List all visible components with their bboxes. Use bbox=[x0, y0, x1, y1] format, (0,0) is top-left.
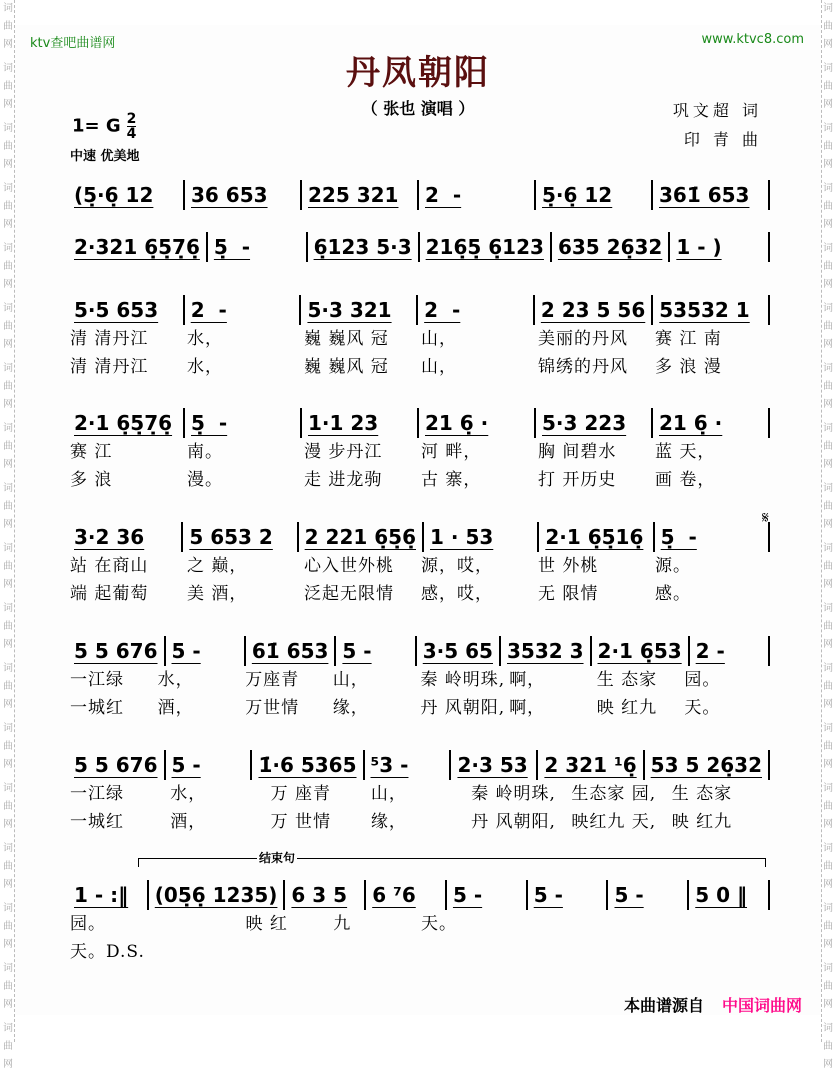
lyric-segment: 生 态家 bbox=[671, 784, 733, 804]
measure-notes: 5̣ - bbox=[660, 525, 697, 549]
measure bbox=[166, 636, 246, 666]
lyric-segment: 蓝 天， bbox=[655, 442, 716, 462]
measure bbox=[302, 180, 419, 210]
lyrics-verse-1 bbox=[68, 325, 770, 353]
watermark-text: 词 曲 网 bbox=[3, 63, 13, 110]
score-line bbox=[68, 295, 770, 381]
lyric-segment: 巍 巍风 冠 bbox=[304, 357, 389, 377]
lyrics-verse-1 bbox=[68, 438, 770, 466]
measure-notes: 53532 1 bbox=[659, 298, 750, 322]
measure-notes: 225 321 bbox=[308, 183, 399, 207]
measure bbox=[336, 636, 416, 666]
lyric-segment: 映 红九 bbox=[596, 698, 658, 718]
watermark-text: 词 曲 网 bbox=[3, 1023, 13, 1070]
measure bbox=[536, 180, 653, 210]
watermark-text: 词 曲 网 bbox=[823, 303, 833, 350]
site-name-left[interactable]: ktv查吧曲谱网 bbox=[30, 36, 116, 51]
lyric-segment: 端 起葡萄 bbox=[70, 584, 149, 604]
measure bbox=[670, 232, 770, 262]
measure bbox=[166, 750, 253, 780]
lyric-segment: 天。 bbox=[684, 698, 721, 718]
measure bbox=[208, 232, 308, 262]
lyric-segment: 万 世情 bbox=[270, 812, 331, 832]
credits bbox=[673, 96, 762, 154]
measure-notes: 3532 3 bbox=[506, 639, 584, 663]
measure bbox=[246, 636, 337, 666]
source-footer bbox=[624, 993, 802, 1016]
measure bbox=[645, 750, 770, 780]
measure-notes: 5·3 321 bbox=[307, 298, 392, 322]
measure-notes: 5·3 223 bbox=[542, 411, 627, 435]
lyric-segment: 水， bbox=[187, 357, 223, 377]
watermark-text: 词 曲 网 bbox=[823, 843, 833, 890]
time-top: 2 bbox=[126, 111, 137, 127]
watermark-text: 词 曲 网 bbox=[3, 663, 13, 710]
time-signature bbox=[127, 112, 137, 141]
measure bbox=[538, 750, 644, 780]
lyric-segment: 赛 江 南 bbox=[655, 329, 722, 349]
measure bbox=[301, 295, 418, 325]
lyric-segment: 一城红 bbox=[70, 812, 124, 832]
measure-notes: 5 - bbox=[171, 639, 201, 663]
key-signature bbox=[72, 112, 136, 141]
lyric-segment: 感，哎， bbox=[421, 584, 493, 604]
measure-notes: 5 - bbox=[614, 883, 644, 907]
lyric-segment: 天。 bbox=[421, 914, 457, 934]
measure-notes: 635 26̣32 bbox=[557, 235, 663, 259]
lyric-segment: 水， bbox=[157, 670, 194, 690]
measure-notes: 2 - bbox=[190, 298, 227, 322]
measure-notes: (05̣6̣ 1235) bbox=[154, 883, 278, 907]
measure-notes: 2 321 ¹6̣ bbox=[544, 753, 637, 777]
measure-notes: 1̇·6 5365 bbox=[258, 753, 357, 777]
lyric-segment: 一江绿 bbox=[70, 670, 124, 690]
measure-notes: 2 - bbox=[425, 183, 462, 207]
lyric-segment: 酒， bbox=[170, 812, 207, 832]
watermark-text: 词 曲 网 bbox=[823, 3, 833, 50]
lyric-segment bbox=[419, 938, 507, 966]
measure-notes: 361̇ 653 bbox=[659, 183, 750, 207]
measure bbox=[536, 408, 653, 438]
lyric-segment bbox=[244, 938, 332, 966]
lyric-segment: 美 酒， bbox=[187, 584, 248, 604]
lyric-segment: 一城红 bbox=[70, 698, 124, 718]
measure-notes: 1 · 53 bbox=[430, 525, 494, 549]
ending-bracket bbox=[138, 851, 766, 867]
lyric-segment: 园。 bbox=[70, 914, 106, 934]
measure-notes: 36 653 bbox=[191, 183, 268, 207]
lyric-segment: 丹 风朝阳, bbox=[420, 698, 506, 718]
watermark-text: 词 曲 网 bbox=[3, 783, 13, 830]
lyric-segment: 古 寨， bbox=[421, 470, 482, 490]
measure bbox=[183, 522, 298, 552]
lyric-segment: 南。 bbox=[187, 442, 223, 462]
lyric-segment: 山， bbox=[421, 357, 457, 377]
measure-notes: 2·1 6̣5̣7̣6̣ bbox=[74, 411, 173, 435]
lyric-segment: 心入世外桃 bbox=[304, 556, 394, 576]
measure-notes: 5 - bbox=[171, 753, 201, 777]
lyric-segment: 生 态家 bbox=[596, 670, 658, 690]
watermark-text: 词 曲 网 bbox=[823, 543, 833, 590]
lyric-segment: 九 bbox=[333, 914, 352, 934]
watermark-text: 词 曲 网 bbox=[823, 963, 833, 1010]
lyric-segment: 感。 bbox=[655, 584, 691, 604]
lyric-segment: 源，哎， bbox=[421, 556, 493, 576]
lyrics-verse-2 bbox=[68, 580, 770, 608]
watermark-text: 词 曲 网 bbox=[3, 963, 13, 1010]
measure-notes: 5 - bbox=[533, 883, 563, 907]
score-line bbox=[68, 232, 770, 262]
measure bbox=[419, 180, 536, 210]
lyric-segment: 河 畔， bbox=[421, 442, 482, 462]
measure-notes: 2·3 53 bbox=[457, 753, 528, 777]
watermark-text: 词 曲 网 bbox=[3, 363, 13, 410]
lyric-segment: 园。 bbox=[684, 670, 721, 690]
measure bbox=[419, 408, 536, 438]
lyric-segment bbox=[156, 938, 244, 966]
measure-notes: 1·1 23 bbox=[308, 411, 379, 435]
lyric-segment: 漫。 bbox=[187, 470, 223, 490]
lyric-segment: 清 清丹江 bbox=[70, 357, 149, 377]
lyric-segment bbox=[595, 910, 683, 938]
measure bbox=[690, 636, 770, 666]
watermark-text: 词 曲 网 bbox=[823, 783, 833, 830]
measure-notes: 5 5 676 bbox=[74, 639, 158, 663]
lyrics-verse-2 bbox=[68, 808, 770, 836]
lyric-segment bbox=[331, 938, 419, 966]
measure bbox=[592, 636, 690, 666]
watermark-text: 词 曲 网 bbox=[823, 123, 833, 170]
measure-notes: 3·5 65 bbox=[422, 639, 493, 663]
lyric-segment bbox=[507, 938, 595, 966]
measure bbox=[185, 180, 302, 210]
song-title: 丹凤朝阳 bbox=[346, 53, 490, 93]
key: 1= G bbox=[72, 115, 121, 137]
site-url-right[interactable]: www.ktvc8.com bbox=[701, 32, 804, 47]
measure bbox=[535, 295, 653, 325]
measure bbox=[68, 522, 183, 552]
measure-notes: 21 6̣ · bbox=[659, 411, 723, 435]
footer-source-link[interactable]: 中国词曲网 bbox=[721, 996, 802, 1015]
watermark-text: 词 曲 网 bbox=[3, 243, 13, 290]
footer-prefix: 本曲谱源自 bbox=[623, 996, 704, 1015]
lyric-segment: 画 卷， bbox=[655, 470, 716, 490]
lyric-segment: 一江绿 bbox=[70, 784, 124, 804]
measure bbox=[653, 408, 770, 438]
score-line bbox=[68, 408, 770, 494]
measure bbox=[308, 232, 420, 262]
measure bbox=[302, 408, 419, 438]
measure-notes: 2 - bbox=[424, 298, 461, 322]
lyrics-verse-2 bbox=[68, 466, 770, 494]
singer: （ 张也 演唱 ） bbox=[361, 99, 475, 118]
lyric-segment: 秦 岭明珠, bbox=[420, 670, 506, 690]
lyrics-verse-1 bbox=[68, 780, 770, 808]
lyrics-verse-1 bbox=[68, 910, 770, 938]
lyric-segment: 打 开历史 bbox=[538, 470, 617, 490]
measure-notes: 5̣ - bbox=[191, 411, 228, 435]
lyric-segment: 清 清丹江 bbox=[70, 329, 149, 349]
measure-notes: 61̇ 653 bbox=[251, 639, 329, 663]
lyric-segment: 秦 岭明珠, bbox=[471, 784, 556, 804]
measure-notes: 5 - bbox=[452, 883, 483, 907]
lyric-segment: 漫 步丹江 bbox=[304, 442, 383, 462]
lyricist: 巩文超 词 bbox=[672, 101, 762, 120]
watermark-text: 词 曲 网 bbox=[3, 423, 13, 470]
score-line bbox=[68, 636, 770, 722]
lyric-segment: 万 座青 bbox=[270, 784, 331, 804]
lyric-segment: 生态家 园, bbox=[571, 784, 657, 804]
watermark-text: 词 曲 网 bbox=[823, 903, 833, 950]
score-line bbox=[68, 750, 770, 836]
lyric-segment: 之 巅， bbox=[187, 556, 248, 576]
measure-notes: 5̣ - bbox=[213, 235, 251, 259]
lyric-segment: 缘， bbox=[370, 812, 407, 832]
lyric-segment: 源。 bbox=[655, 556, 691, 576]
lyric-segment: 无 限情 bbox=[538, 584, 599, 604]
lyric-segment: 水， bbox=[187, 329, 223, 349]
segno-sign: 𝄋 bbox=[762, 508, 769, 527]
measure-notes: 1 - ) bbox=[676, 235, 722, 259]
measure bbox=[417, 636, 501, 666]
measure-notes: 5·5 653 bbox=[74, 298, 159, 322]
composer: 印 青 曲 bbox=[683, 130, 762, 149]
lyric-segment: 站 在商山 bbox=[70, 556, 149, 576]
measure-notes: 6 ⁷6 bbox=[372, 883, 416, 907]
measure-notes: 2 221 6̣5̣6̣ bbox=[304, 525, 416, 549]
measure bbox=[299, 522, 424, 552]
lyric-segment: 胸 间碧水 bbox=[538, 442, 617, 462]
watermark-text: 词 曲 网 bbox=[3, 183, 13, 230]
time-bottom: 4 bbox=[126, 126, 137, 142]
lyric-segment: 万座青 bbox=[245, 670, 300, 690]
measure-notes: (5̣·6̣ 12 bbox=[74, 183, 154, 207]
measure bbox=[149, 880, 286, 910]
lyrics-verse-2 bbox=[68, 353, 770, 381]
lyrics-verse-2 bbox=[68, 938, 770, 966]
measure-notes: 5 - bbox=[342, 639, 372, 663]
measure bbox=[68, 636, 166, 666]
measure-notes: 2·1 6̣5̣16̣ bbox=[545, 525, 644, 549]
lyric-segment: 山， bbox=[421, 329, 457, 349]
measure bbox=[252, 750, 364, 780]
lyric-segment: 映红九 天, bbox=[571, 812, 657, 832]
measure-notes: 53 5 26̣32 bbox=[650, 753, 762, 777]
lyric-segment: 走 进龙驹 bbox=[304, 470, 383, 490]
lyric-segment: 水， bbox=[170, 784, 207, 804]
measure-notes: 5 653 2 bbox=[189, 525, 273, 549]
lyric-segment: 锦绣的丹风 bbox=[538, 357, 628, 377]
lyric-segment: 赛 江 bbox=[70, 442, 113, 462]
lyric-segment: 映 红九 bbox=[671, 812, 733, 832]
measure-notes: 5 0 ‖ bbox=[695, 883, 748, 907]
measure bbox=[68, 295, 185, 325]
watermark-text: 词 曲 网 bbox=[3, 303, 13, 350]
lyric-segment: 丹 风朝阳, bbox=[471, 812, 556, 832]
measure bbox=[451, 750, 538, 780]
watermark-text: 词 曲 网 bbox=[823, 1023, 833, 1070]
lyric-segment: 泛起无限情 bbox=[304, 584, 394, 604]
lyric-segment: 万世情 bbox=[245, 698, 300, 718]
measure bbox=[365, 750, 452, 780]
lyric-segment bbox=[682, 938, 770, 966]
measure-notes: 3·2 36 bbox=[74, 525, 145, 549]
measure-notes: 2 - bbox=[695, 639, 725, 663]
lyric-segment: 山， bbox=[332, 670, 369, 690]
measure bbox=[366, 880, 447, 910]
measure-notes: 2·321 6̣5̣7̣6̣ bbox=[74, 235, 200, 259]
measure-notes: 5 5 676 bbox=[74, 753, 158, 777]
measure-notes: 216̣5̣ 6̣123 bbox=[425, 235, 544, 259]
watermark-text: 词 曲 网 bbox=[3, 3, 13, 50]
measure bbox=[68, 408, 185, 438]
watermark-text: 词 曲 网 bbox=[823, 363, 833, 410]
lyric-segment: 美丽的丹风 bbox=[538, 329, 628, 349]
watermark-text: 词 曲 网 bbox=[823, 663, 833, 710]
score-line bbox=[68, 522, 770, 608]
lyric-segment: 酒， bbox=[157, 698, 194, 718]
lyric-segment: 映 红 bbox=[245, 914, 288, 934]
lyric-segment bbox=[682, 910, 770, 938]
lyric-segment: 世 外桃 bbox=[538, 556, 599, 576]
lyric-segment: 缘， bbox=[332, 698, 369, 718]
measure bbox=[539, 522, 654, 552]
watermark-text: 词 曲 网 bbox=[823, 183, 833, 230]
measure bbox=[285, 880, 366, 910]
measure bbox=[552, 232, 670, 262]
score-line bbox=[68, 880, 770, 966]
lyrics-verse-1 bbox=[68, 666, 770, 694]
measure bbox=[655, 522, 770, 552]
measure bbox=[418, 295, 535, 325]
measure-notes: 2·1 6̣53 bbox=[597, 639, 682, 663]
lyric-segment bbox=[507, 910, 595, 938]
watermark-text: 词 曲 网 bbox=[3, 123, 13, 170]
measure bbox=[653, 180, 770, 210]
watermark-text: 词 曲 网 bbox=[823, 423, 833, 470]
lyrics-verse-1 bbox=[68, 552, 770, 580]
measure bbox=[528, 880, 609, 910]
watermark-text: 词 曲 网 bbox=[3, 603, 13, 650]
measure bbox=[68, 180, 185, 210]
measure bbox=[608, 880, 689, 910]
measure-notes: 6 3 5 bbox=[291, 883, 348, 907]
measure bbox=[185, 408, 302, 438]
lyric-segment: 天。D.S. bbox=[70, 942, 145, 962]
measure-notes: 21 6̣ · bbox=[425, 411, 489, 435]
watermark-text: 词 曲 网 bbox=[823, 603, 833, 650]
measure bbox=[424, 522, 539, 552]
lyric-segment: 多 浪 漫 bbox=[655, 357, 722, 377]
measure-notes: 5̣·6̣ 12 bbox=[542, 183, 613, 207]
measure bbox=[68, 750, 166, 780]
measure bbox=[501, 636, 592, 666]
watermark-text: 词 曲 网 bbox=[823, 723, 833, 770]
watermark-text: 词 曲 网 bbox=[823, 63, 833, 110]
watermark-text: 词 曲 网 bbox=[3, 483, 13, 530]
measure-notes: 6̣123 5·3 bbox=[313, 235, 412, 259]
lyric-segment bbox=[595, 938, 683, 966]
lyric-segment: 山， bbox=[370, 784, 407, 804]
measure-notes: 1 - :‖ bbox=[74, 883, 129, 907]
measure-notes: ⁵3 - bbox=[370, 753, 409, 777]
measure bbox=[447, 880, 528, 910]
lyric-segment: 巍 巍风 冠 bbox=[304, 329, 389, 349]
measure bbox=[68, 880, 149, 910]
lyric-segment: 多 浪 bbox=[70, 470, 113, 490]
watermark-text: 词 曲 网 bbox=[3, 543, 13, 590]
measure bbox=[689, 880, 770, 910]
watermark-text: 词 曲 网 bbox=[3, 843, 13, 890]
watermark-text: 词 曲 网 bbox=[3, 903, 13, 950]
measure bbox=[185, 295, 302, 325]
lyric-segment bbox=[156, 910, 244, 938]
lyric-segment: 啊， bbox=[509, 670, 546, 690]
watermark-text: 词 曲 网 bbox=[823, 243, 833, 290]
lyric-segment: 啊， bbox=[509, 698, 546, 718]
measure bbox=[420, 232, 552, 262]
measure bbox=[68, 232, 208, 262]
tempo-marking: 中速 优美地 bbox=[70, 149, 140, 164]
ending-label: 结束句 bbox=[259, 851, 296, 865]
measure bbox=[653, 295, 770, 325]
score-line bbox=[68, 180, 770, 210]
lyrics-verse-2 bbox=[68, 694, 770, 722]
watermark-text: 词 曲 网 bbox=[823, 483, 833, 530]
measure-notes: 2 23 5 56 bbox=[540, 298, 646, 322]
watermark-text: 词 曲 网 bbox=[3, 723, 13, 770]
